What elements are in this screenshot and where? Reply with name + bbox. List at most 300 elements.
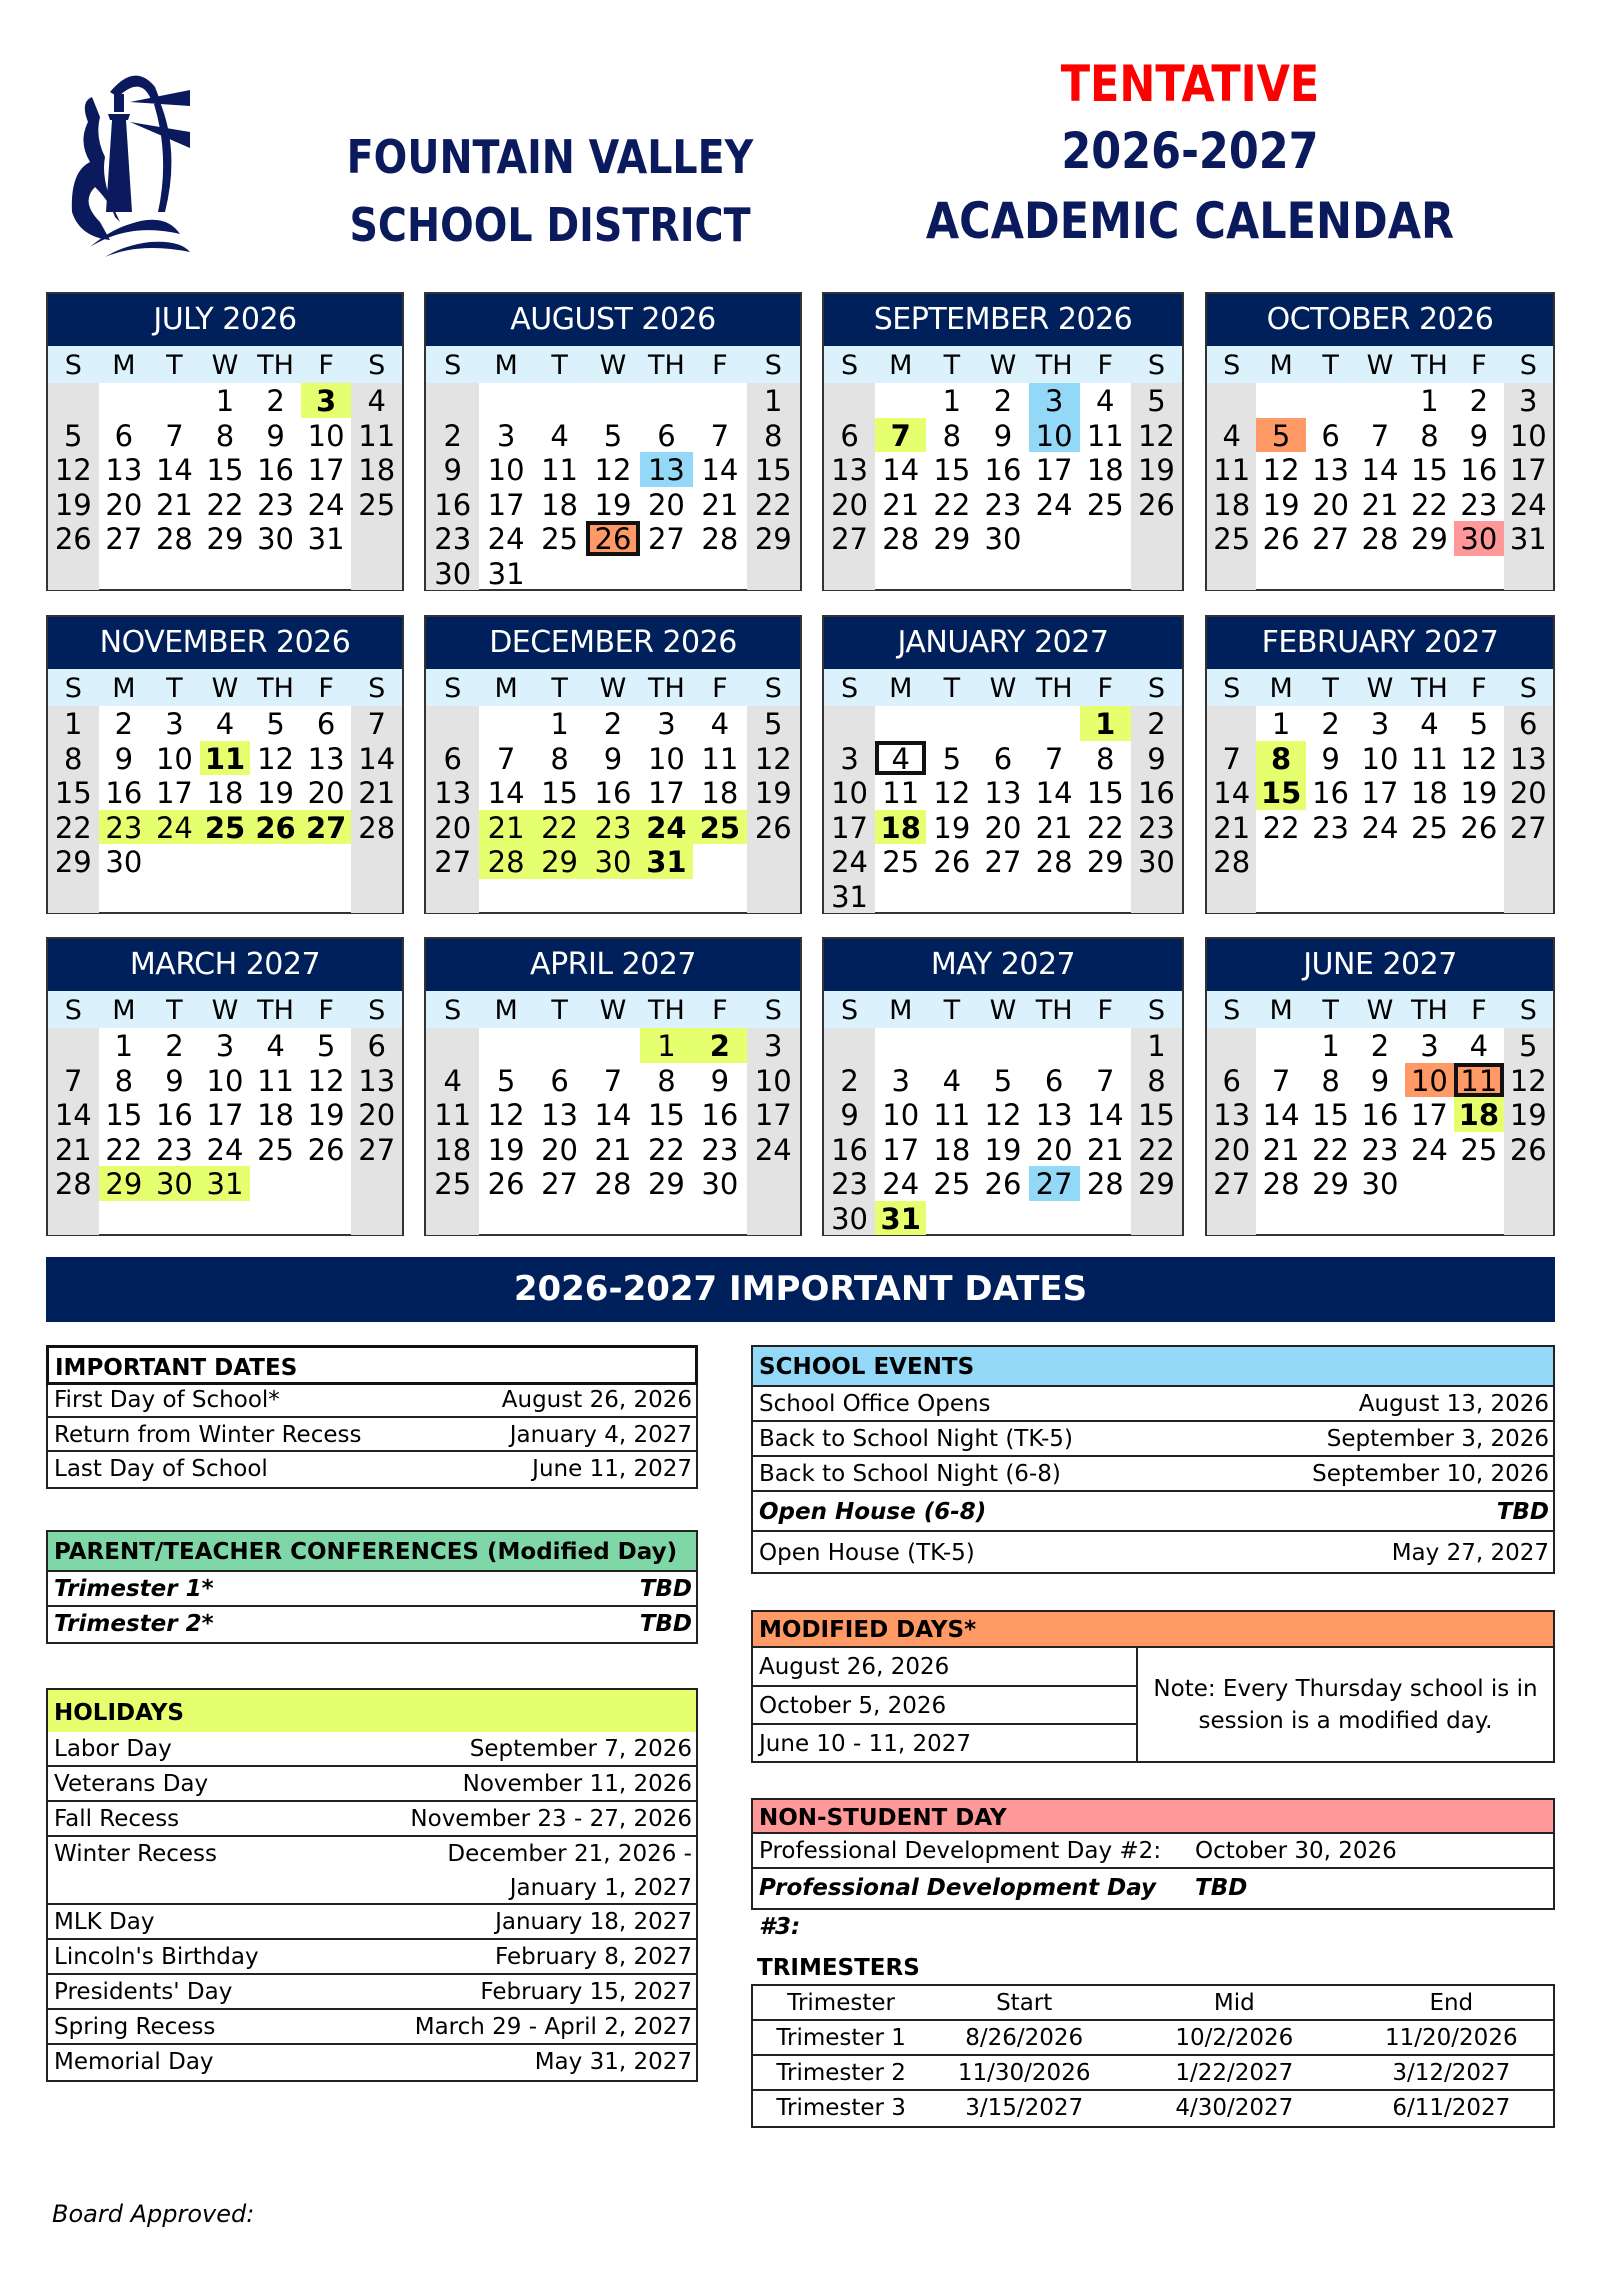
calendar-day: 22 (48, 810, 99, 845)
empty-day-cell (479, 383, 532, 418)
calendar-day: 3 (657, 707, 676, 741)
weekday-label: W (211, 350, 239, 381)
calendar-day: 7 (710, 418, 730, 453)
calendar-day: 19 (984, 1132, 1022, 1167)
calendar-day: 7 (603, 1063, 623, 1098)
empty-day-cell (1405, 556, 1454, 591)
calendar-day: 22 (533, 810, 586, 845)
calendar-day: 5 (266, 707, 285, 741)
calendar-day: 22 (1262, 810, 1300, 845)
empty-day-cell (1306, 1201, 1355, 1236)
day-grid (824, 706, 1182, 913)
weekday-header-row (48, 991, 402, 1028)
calendar-day: 6 (1207, 1063, 1256, 1098)
calendar-day: 24 (1361, 810, 1399, 845)
calendar-day: 12 (594, 453, 632, 487)
calendar-day: 7 (165, 418, 184, 453)
calendar-day: 27 (647, 522, 685, 556)
calendar-day: 17 (824, 810, 875, 845)
calendar-day: 3 (1420, 1029, 1439, 1063)
calendar-day: 25 (200, 810, 251, 845)
calendar-day: 20 (984, 810, 1022, 845)
calendar-day: 9 (165, 1063, 184, 1098)
calendar-day: 28 (155, 522, 193, 556)
empty-day-cell (1207, 383, 1256, 418)
weekday-label: F (1471, 673, 1487, 704)
calendar-day: 4 (1207, 418, 1256, 453)
calendar-day: 27 (984, 845, 1022, 879)
calendar-day: 21 (48, 1132, 99, 1167)
empty-day-cell (301, 556, 352, 591)
row-label: Last Day of School (54, 1456, 268, 1482)
row-date: August 26, 2026 (501, 1387, 692, 1413)
empty-day-cell (99, 556, 150, 591)
calendar-day: 22 (1410, 487, 1448, 522)
row-date: June 11, 2027 (532, 1456, 692, 1482)
calendar-day: 16 (1131, 775, 1182, 810)
calendar-day: 14 (1035, 776, 1073, 810)
calendar-day: 19 (307, 1098, 345, 1132)
calendar-day: 7 (351, 706, 402, 741)
calendar-day: 2 (426, 418, 479, 453)
trimester-name: Trimester 2 (776, 2060, 906, 2086)
calendar-day: 11 (257, 1063, 295, 1098)
row-date: May 31, 2027 (534, 2049, 692, 2075)
empty-day-cell (1207, 1201, 1256, 1236)
weekday-label: F (318, 350, 334, 381)
weekday-label: M (1269, 350, 1293, 381)
calendar-day: 24 (640, 810, 693, 845)
empty-day-cell (48, 383, 99, 418)
calendar-day: 28 (48, 1166, 99, 1201)
calendar-day: 16 (426, 487, 479, 522)
empty-day-cell (426, 706, 479, 741)
weekday-label: S (1223, 995, 1241, 1026)
calendar-day: 22 (1086, 810, 1124, 845)
weekday-label: S (1147, 673, 1165, 704)
empty-day-cell (875, 383, 926, 418)
calendar-day: 12 (1460, 741, 1498, 776)
calendar-day: 19 (747, 775, 800, 810)
weekday-label: M (112, 995, 136, 1026)
calendar-day: 5 (1469, 707, 1489, 741)
calendar-day: 3 (301, 383, 352, 418)
calendar-day: 25 (541, 522, 579, 556)
calendar-day: 10 (206, 1063, 244, 1098)
empty-day-cell (1355, 1201, 1404, 1236)
empty-day-cell (1131, 521, 1182, 556)
weekday-label: F (1097, 995, 1114, 1026)
calendar-day: 30 (1454, 521, 1503, 556)
row-label: Return from Winter Recess (54, 1421, 362, 1448)
empty-day-cell (1355, 556, 1404, 591)
weekday-label: S (64, 995, 82, 1026)
calendar-day: 29 (1131, 1166, 1182, 1201)
empty-day-cell (977, 556, 1028, 591)
weekday-label: S (1519, 673, 1537, 704)
calendar-day: 24 (206, 1132, 244, 1167)
empty-day-cell (200, 844, 251, 879)
row-label: Memorial Day (54, 2049, 214, 2075)
row-label: Back to School Night (6-8) (759, 1461, 1061, 1487)
calendar-day: 1 (1321, 1029, 1340, 1063)
calendar-day: 6 (657, 418, 676, 453)
calendar-day: 27 (824, 521, 875, 556)
empty-day-cell (1256, 1028, 1305, 1063)
calendar-day: 8 (1321, 1063, 1340, 1098)
calendar-day: 28 (1262, 1167, 1300, 1201)
calendar-day: 24 (1035, 487, 1073, 522)
calendar-day: 8 (657, 1063, 676, 1098)
empty-day-cell (1080, 521, 1131, 556)
calendar-day: 13 (1312, 453, 1350, 487)
weekday-label: M (112, 673, 136, 704)
empty-day-cell (533, 879, 586, 914)
calendar-day: 10 (1405, 1063, 1454, 1098)
calendar-day: 9 (1370, 1063, 1390, 1098)
month-title: APRIL 2027 (426, 939, 800, 991)
row-label: Fall Recess (54, 1806, 180, 1832)
calendar-day: 17 (307, 453, 345, 487)
calendar-day: 26 (307, 1132, 345, 1167)
weekday-label: F (712, 995, 728, 1026)
table-row (48, 1383, 696, 1418)
empty-day-cell (926, 1201, 977, 1236)
weekday-label: F (712, 673, 728, 704)
weekday-label: S (444, 995, 462, 1026)
weekday-label: W (989, 673, 1017, 704)
empty-day-cell (1306, 383, 1355, 418)
calendar-day: 12 (984, 1098, 1022, 1132)
row-date: September 3, 2026 (1326, 1426, 1549, 1452)
calendar-day: 21 (1361, 487, 1399, 522)
calendar-day: 2 (1370, 1029, 1390, 1063)
calendar-day: 9 (266, 418, 285, 453)
weekday-header-row (1207, 346, 1553, 383)
calendar-day: 10 (1029, 418, 1080, 453)
empty-day-cell (1207, 706, 1256, 741)
calendar-day: 16 (824, 1132, 875, 1167)
important-dates-banner: 2026-2027 IMPORTANT DATES (46, 1257, 1555, 1322)
calendar-day: 28 (1086, 1167, 1124, 1201)
empty-day-cell (824, 1028, 875, 1063)
calendar-day: 10 (1504, 418, 1553, 453)
weekday-header-row (824, 346, 1182, 383)
calendar-day: 13 (640, 452, 693, 487)
row-label: First Day of School* (54, 1387, 280, 1413)
calendar-day: 23 (99, 810, 150, 845)
calendar-day: 11 (200, 741, 251, 776)
month-calendar (424, 292, 802, 591)
table-row (48, 1837, 696, 1905)
month-title: MARCH 2027 (48, 939, 402, 991)
empty-day-cell (693, 879, 746, 914)
weekday-label: M (889, 350, 913, 381)
calendar-day: 28 (1035, 845, 1073, 879)
weekday-label: S (841, 673, 859, 704)
empty-day-cell (824, 706, 875, 741)
calendar-day: 5 (942, 741, 962, 776)
calendar-day: 11 (1454, 1063, 1503, 1098)
empty-day-cell (1306, 844, 1355, 879)
row-date: October 30, 2026 (1195, 1838, 1397, 1864)
empty-day-cell (875, 879, 926, 914)
weekday-label: TH (648, 673, 685, 704)
calendar-day: 11 (933, 1098, 971, 1132)
calendar-day: 11 (1086, 418, 1124, 453)
calendar-day: 27 (351, 1132, 402, 1167)
calendar-day: 21 (479, 810, 532, 845)
calendar-day: 1 (1271, 707, 1291, 741)
month-title: SEPTEMBER 2026 (824, 294, 1182, 346)
empty-day-cell (351, 879, 402, 914)
table-row (48, 1940, 696, 1975)
weekday-label: W (989, 995, 1017, 1026)
calendar-day: 1 (114, 1029, 134, 1063)
trimester-end: 11/20/2026 (1385, 2025, 1518, 2051)
calendar-day: 25 (351, 487, 402, 522)
calendar-day: 31 (824, 879, 875, 914)
calendar-day: 22 (1131, 1132, 1182, 1167)
weekday-label: S (64, 350, 82, 381)
table-row (753, 1457, 1553, 1492)
weekday-label: T (551, 350, 568, 381)
weekday-label: W (989, 350, 1017, 381)
table-row (48, 2045, 696, 2080)
table-row (753, 1834, 1553, 1869)
calendar-day: 14 (48, 1097, 99, 1132)
weekday-label: S (1223, 673, 1241, 704)
calendar-day: 1 (1131, 1028, 1182, 1063)
weekday-label: S (368, 350, 386, 381)
weekday-label: TH (1411, 673, 1448, 704)
empty-day-cell (1504, 879, 1553, 914)
calendar-day: 10 (647, 741, 685, 776)
calendar-day: 4 (266, 1029, 285, 1063)
calendar-day: 14 (594, 1098, 632, 1132)
calendar-day: 19 (594, 487, 632, 522)
calendar-day: 3 (1504, 383, 1553, 418)
calendar-day: 2 (266, 384, 285, 418)
day-grid (1207, 1028, 1553, 1235)
calendar-day: 31 (200, 1166, 251, 1201)
calendar-day: 18 (257, 1098, 295, 1132)
empty-day-cell (200, 556, 251, 591)
month-title: AUGUST 2026 (426, 294, 800, 346)
calendar-day: 14 (1361, 453, 1399, 487)
calendar-day: 29 (206, 522, 244, 556)
calendar-day: 6 (550, 1063, 569, 1098)
calendar-day: 27 (1312, 522, 1350, 556)
calendar-day: 17 (747, 1097, 800, 1132)
empty-day-cell (1355, 383, 1404, 418)
weekday-label: W (1366, 995, 1394, 1026)
row-date-start: December 21, 2026 - (447, 1841, 692, 1867)
empty-day-cell (1131, 1201, 1182, 1236)
row-label: Veterans Day (54, 1771, 209, 1797)
empty-day-cell (926, 879, 977, 914)
empty-day-cell (48, 1201, 99, 1236)
empty-day-cell (586, 383, 639, 418)
calendar-day: 27 (105, 522, 143, 556)
calendar-day: 28 (479, 844, 532, 879)
calendar-day: 4 (351, 383, 402, 418)
weekday-label: TH (1035, 995, 1073, 1026)
empty-day-cell (250, 1166, 301, 1201)
weekday-label: S (444, 350, 462, 381)
calendar-day: 5 (747, 706, 800, 741)
calendar-day: 29 (1312, 1167, 1350, 1201)
empty-day-cell (747, 1201, 800, 1236)
trimester-mid: 1/22/2027 (1175, 2060, 1294, 2086)
weekday-label: M (494, 673, 518, 704)
empty-day-cell (747, 556, 800, 591)
weekday-label: W (599, 995, 627, 1026)
calendar-day: 18 (351, 452, 402, 487)
empty-day-cell (1256, 844, 1305, 879)
calendar-day: 12 (48, 452, 99, 487)
month-title: FEBRUARY 2027 (1207, 617, 1553, 669)
weekday-label: F (1097, 673, 1114, 704)
row-date: September 7, 2026 (469, 1736, 692, 1762)
weekday-label: TH (1035, 350, 1073, 381)
calendar-day: 6 (1044, 1063, 1064, 1098)
calendar-day: 4 (426, 1063, 479, 1098)
calendar-day: 7 (496, 741, 516, 776)
row-label: Winter Recess (54, 1841, 217, 1867)
weekday-label: T (551, 995, 568, 1026)
calendar-day: 3 (891, 1063, 910, 1098)
calendar-day: 26 (1262, 522, 1300, 556)
month-calendar (46, 615, 404, 914)
weekday-label: T (1322, 350, 1339, 381)
calendar-day: 8 (1256, 741, 1305, 776)
calendar-day: 2 (1321, 707, 1340, 741)
empty-day-cell (351, 1201, 402, 1236)
calendar-day: 1 (215, 384, 235, 418)
calendar-day: 16 (984, 453, 1022, 487)
empty-day-cell (586, 556, 639, 591)
calendar-day: 15 (48, 775, 99, 810)
calendar-day: 20 (426, 810, 479, 845)
empty-day-cell (426, 879, 479, 914)
calendar-day: 19 (1504, 1097, 1553, 1132)
row-label: MLK Day (54, 1909, 155, 1935)
empty-day-cell (48, 879, 99, 914)
calendar-day: 21 (701, 487, 739, 522)
calendar-day: 28 (701, 522, 739, 556)
empty-day-cell (693, 844, 746, 879)
empty-day-cell (1029, 556, 1080, 591)
calendar-day: 27 (301, 810, 352, 845)
calendar-day: 24 (1410, 1132, 1448, 1167)
calendar-day: 23 (824, 1166, 875, 1201)
empty-day-cell (1207, 879, 1256, 914)
empty-day-cell (1207, 556, 1256, 591)
table-row (753, 1422, 1553, 1457)
empty-day-cell (479, 879, 532, 914)
weekday-label: S (444, 673, 462, 704)
weekday-label: W (1366, 350, 1394, 381)
row-date: TBD (1496, 1499, 1549, 1525)
table-header-row (753, 1986, 1553, 2021)
calendar-day: 23 (586, 810, 639, 845)
modified-day-date: June 10 - 11, 2027 (759, 1731, 972, 1757)
empty-day-cell (1355, 844, 1404, 879)
calendar-day: 19 (48, 487, 99, 522)
empty-day-cell (1454, 1166, 1503, 1201)
weekday-label: TH (648, 350, 685, 381)
calendar-day: 9 (710, 1063, 730, 1098)
calendar-day: 14 (155, 453, 193, 487)
empty-day-cell (426, 383, 479, 418)
empty-day-cell (48, 1028, 99, 1063)
calendar-day: 6 (993, 741, 1013, 776)
month-title: DECEMBER 2026 (426, 617, 800, 669)
calendar-day: 31 (640, 844, 693, 879)
calendar-day: 5 (1504, 1028, 1553, 1063)
calendar-day: 23 (257, 487, 295, 522)
calendar-day: 29 (647, 1167, 685, 1201)
weekday-label: M (889, 995, 913, 1026)
trimester-end: 3/12/2027 (1392, 2060, 1511, 2086)
row-date: September 10, 2026 (1312, 1461, 1549, 1487)
calendar-day: 18 (1207, 487, 1256, 522)
calendar-day: 23 (155, 1132, 193, 1167)
calendar-day: 22 (105, 1132, 143, 1167)
calendar-day: 3 (1029, 383, 1080, 418)
calendar-day: 14 (701, 453, 739, 487)
weekday-label: T (943, 995, 961, 1026)
calendar-day: 9 (1469, 418, 1489, 453)
calendar-day: 27 (1504, 810, 1553, 845)
calendar-day: 26 (747, 810, 800, 845)
weekday-header-row (48, 669, 402, 706)
day-grid (824, 383, 1182, 590)
empty-day-cell (1080, 1201, 1131, 1236)
modified-days-table (751, 1610, 1555, 1763)
calendar-day: 26 (48, 521, 99, 556)
calendar-day: 10 (155, 741, 193, 776)
calendar-day: 27 (1029, 1166, 1080, 1201)
table-title: MODIFIED DAYS* (753, 1612, 1553, 1648)
day-grid (1207, 706, 1553, 913)
calendar-day: 9 (603, 741, 623, 776)
calendar-day: 3 (215, 1029, 235, 1063)
calendar-day: 19 (1262, 487, 1300, 522)
empty-day-cell (640, 879, 693, 914)
month-title: NOVEMBER 2026 (48, 617, 402, 669)
calendar-day: 10 (824, 775, 875, 810)
calendar-day: 20 (647, 487, 685, 522)
empty-day-cell (1029, 1201, 1080, 1236)
empty-day-cell (149, 383, 200, 418)
calendar-day: 29 (933, 522, 971, 556)
calendar-day: 5 (496, 1063, 516, 1098)
empty-day-cell (977, 879, 1028, 914)
calendar-day: 18 (426, 1132, 479, 1167)
calendar-day: 24 (824, 844, 875, 879)
empty-day-cell (351, 521, 402, 556)
calendar-day: 30 (257, 522, 295, 556)
empty-day-cell (250, 556, 301, 591)
trimester-start: 11/30/2026 (957, 2060, 1091, 2086)
empty-day-cell (693, 1201, 746, 1236)
empty-day-cell (200, 1201, 251, 1236)
weekday-label: T (166, 673, 183, 704)
month-title: MAY 2027 (824, 939, 1182, 991)
calendar-day: 23 (1312, 810, 1350, 845)
